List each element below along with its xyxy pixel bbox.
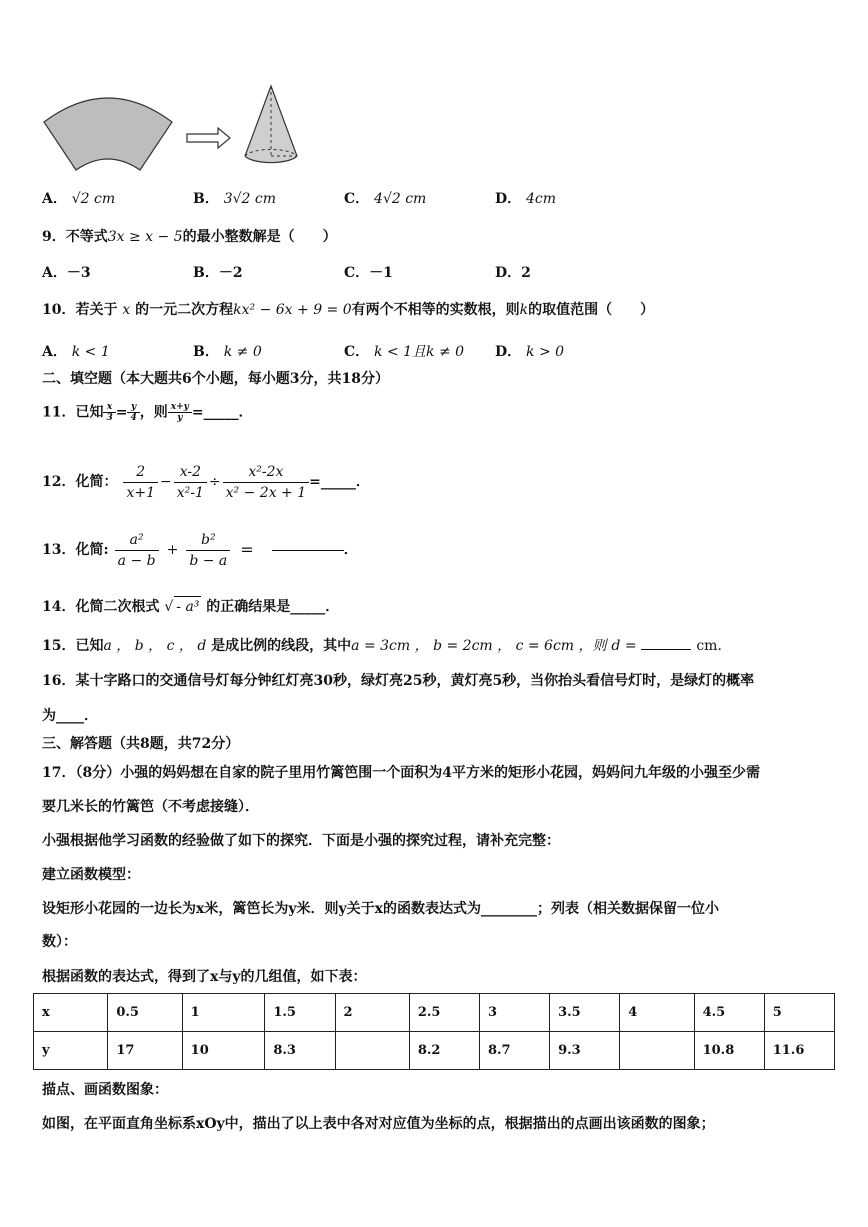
q9-option-d[interactable]: D．2: [495, 265, 531, 281]
table-cell: 8.3: [265, 1032, 335, 1070]
q14: 14．化简二次根式 √ - a³ 的正确结果是_____．: [42, 596, 339, 617]
q9-option-c[interactable]: C．－1: [344, 265, 393, 281]
table-cell: [335, 1032, 409, 1070]
q17-line7: 根据函数的表达式，得到了x与y的几组值，如下表：: [42, 969, 367, 985]
q10-stem: 10．若关于 x 的一元二次方程kx² − 6x + 9 = 0有两个不相等的实数根，则k的取值范围（ ）: [42, 302, 655, 318]
q17-line3: 小强根据他学习函数的经验做了如下的探究．下面是小强的探究过程，请补充完整：: [42, 833, 560, 849]
arrow-icon: [187, 128, 230, 148]
table-cell: 8.2: [409, 1032, 479, 1070]
sector-cone-figure: [40, 82, 310, 174]
table-cell: 1.5: [265, 994, 335, 1032]
q13: 13．化简: $\frac{\text{a²}}{a - b}$ + $\frac{\text{b²}}{b - a}$ = ．: [42, 531, 358, 569]
q10-option-c[interactable]: C． k < 1且k ≠ 0: [344, 344, 465, 360]
section-2-heading: 二、填空题（本大题共6个小题，每小题3分，共18分）: [42, 371, 389, 387]
table-cell: 4: [620, 994, 694, 1032]
q9-stem: 9．不等式3x ≥ x − 5的最小整数解是（ ）: [42, 229, 337, 245]
table-row-y: [34, 1032, 835, 1070]
q10-option-d[interactable]: D． k > 0: [495, 344, 565, 360]
q11-frac-y4: $\frac{y}{4}$: [127, 402, 139, 423]
table-cell: [620, 1032, 694, 1070]
q9-option-b[interactable]: B．－2: [193, 265, 243, 281]
q12: 12．化简： $\frac{2}{x+1}$ − $\frac{x-2}{\text{x²-1}}$ ÷ $\frac{\text{x²-2x}}{\text{x² − 2x + 1}}$ =_____．: [42, 463, 370, 501]
table-cell: 5: [764, 994, 834, 1032]
table-cell: 9.3: [550, 1032, 620, 1070]
table-cell: 11.6: [764, 1032, 834, 1070]
q17-line8: 描点、画函数图象：: [42, 1082, 168, 1098]
q11-frac-xy: $\frac{x+y}{y}$: [168, 402, 192, 423]
sector-shape: [44, 98, 172, 170]
q17-line6: 数）：: [42, 934, 77, 950]
table-cell: 3: [479, 994, 549, 1032]
q10-option-a[interactable]: A． k < 1: [42, 344, 110, 360]
table-cell: 1: [182, 994, 265, 1032]
q17-line5: 设矩形小花园的一边长为x米，篱笆长为y米．则y关于x的函数表达式为________；列表（相关数据保留一位小: [42, 901, 719, 917]
q8-option-a[interactable]: A． √2 cm: [42, 191, 116, 207]
q8-option-d[interactable]: D． 4cm: [495, 191, 557, 207]
q15: 15．已知a ， b ， c ， d 是成比例的线段，其中a = 3cm ， b = 2cm ， c = 6cm ，则 d = cm．: [42, 638, 732, 654]
q17-line4: 建立函数模型：: [42, 867, 140, 883]
table-cell: 8.7: [479, 1032, 549, 1070]
q8-option-c[interactable]: C． 4√2 cm: [344, 191, 427, 207]
xy-value-table: [33, 993, 835, 1070]
table-cell: 2.5: [409, 994, 479, 1032]
table-cell: 10.8: [694, 1032, 764, 1070]
q17-line9: 如图，在平面直角坐标系xOy中，描出了以上表中各对对应值为坐标的点，根据描出的点画出该函数的图象；: [42, 1116, 715, 1132]
table-cell: 3.5: [550, 994, 620, 1032]
q11-frac-x3: $\frac{x}{3}$: [103, 402, 115, 423]
q10-option-b[interactable]: B． k ≠ 0: [193, 344, 262, 360]
table-cell: 4.5: [694, 994, 764, 1032]
table-cell: x: [34, 994, 108, 1032]
table-cell: 0.5: [108, 994, 182, 1032]
q16-line2: 为____．: [42, 708, 98, 724]
q9-option-a[interactable]: A．－3: [42, 265, 91, 281]
q17-line1: 17．（8分）小强的妈妈想在自家的院子里用竹篱笆围一个面积为4平方米的矩形小花园，妈妈问九年级的小强至少需: [42, 765, 760, 781]
q17-line2: 要几米长的竹篱笆（不考虑接缝）．: [42, 799, 259, 815]
q8-option-b[interactable]: B． 3√2 cm: [193, 191, 277, 207]
table-row-x: [34, 994, 835, 1032]
table-cell: y: [34, 1032, 108, 1070]
table-cell: 2: [335, 994, 409, 1032]
q11: 11．已知 $\frac{x}{3}$ = $\frac{y}{4}$ ，则 $\frac{x+y}{y}$ =_____．: [42, 402, 253, 423]
table-cell: 10: [182, 1032, 265, 1070]
table-cell: 17: [108, 1032, 182, 1070]
section-3-heading: 三、解答题（共8题，共72分）: [42, 736, 240, 752]
q16-line1: 16．某十字路口的交通信号灯每分钟红灯亮30秒，绿灯亮25秒，黄灯亮5秒，当你抬头看信号灯时，是绿灯的概率: [42, 673, 755, 689]
